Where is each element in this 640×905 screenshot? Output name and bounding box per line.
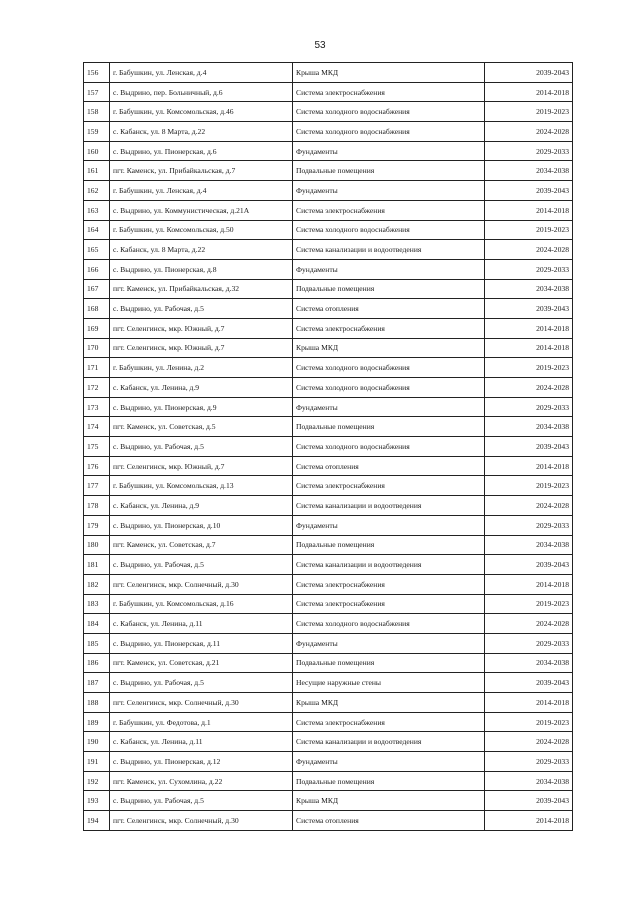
table-row	[84, 82, 573, 102]
repair-period-cell: 2014-2018	[485, 200, 573, 220]
repair-period-cell: 2039-2043	[485, 63, 573, 83]
building-system-cell: Система холодного водоснабжения	[293, 437, 485, 457]
table-row	[84, 318, 573, 338]
address-cell: пгт. Селенгинск, мкр. Южный, д.7	[110, 338, 293, 358]
address-cell: с. Выдрино, ул. Рабочая, д.5	[110, 555, 293, 575]
address-cell: пгт. Селенгинск, мкр. Солнечный, д.30	[110, 811, 293, 831]
building-system-cell: Крыша МКД	[293, 63, 485, 83]
row-number-cell: 182	[84, 574, 110, 594]
row-number-cell: 170	[84, 338, 110, 358]
building-system-cell: Система отопления	[293, 456, 485, 476]
row-number-cell: 179	[84, 515, 110, 535]
building-system-cell: Подвальные помещения	[293, 161, 485, 181]
address-cell: г. Бабушкин, ул. Ленина, д.2	[110, 358, 293, 378]
address-cell: с. Выдрино, пер. Больничный, д.6	[110, 82, 293, 102]
building-system-cell: Система канализации и водоотведения	[293, 496, 485, 516]
row-number-cell: 160	[84, 141, 110, 161]
repair-period-cell: 2029-2033	[485, 752, 573, 772]
building-system-cell: Фундаменты	[293, 181, 485, 201]
repair-period-cell: 2034-2038	[485, 417, 573, 437]
table-row	[84, 712, 573, 732]
table-row	[84, 752, 573, 772]
address-cell: пгт. Каменск, ул. Советская, д.5	[110, 417, 293, 437]
repair-period-cell: 2034-2038	[485, 279, 573, 299]
row-number-cell: 169	[84, 318, 110, 338]
building-system-cell: Система отопления	[293, 299, 485, 319]
table-row	[84, 456, 573, 476]
address-cell: с. Кабанск, ул. Ленина, д.11	[110, 732, 293, 752]
address-cell: с. Выдрино, ул. Пионерская, д.6	[110, 141, 293, 161]
address-cell: пгт. Каменск, ул. Прибайкальская, д.7	[110, 161, 293, 181]
building-system-cell: Крыша МКД	[293, 791, 485, 811]
address-cell: пгт. Каменск, ул. Советская, д.7	[110, 535, 293, 555]
repair-period-cell: 2024-2028	[485, 122, 573, 142]
building-system-cell: Фундаменты	[293, 259, 485, 279]
repair-period-cell: 2019-2023	[485, 594, 573, 614]
repair-period-cell: 2034-2038	[485, 161, 573, 181]
repair-period-cell: 2014-2018	[485, 318, 573, 338]
table-row	[84, 771, 573, 791]
building-system-cell: Фундаменты	[293, 633, 485, 653]
building-system-cell: Система электроснабжения	[293, 594, 485, 614]
repair-period-cell: 2019-2023	[485, 220, 573, 240]
building-system-cell: Крыша МКД	[293, 693, 485, 713]
table-row	[84, 417, 573, 437]
row-number-cell: 189	[84, 712, 110, 732]
row-number-cell: 184	[84, 614, 110, 634]
building-system-cell: Система холодного водоснабжения	[293, 358, 485, 378]
building-system-cell: Фундаменты	[293, 752, 485, 772]
row-number-cell: 176	[84, 456, 110, 476]
building-system-cell: Подвальные помещения	[293, 535, 485, 555]
address-cell: г. Бабушкин, ул. Ленская, д.4	[110, 181, 293, 201]
row-number-cell: 162	[84, 181, 110, 201]
building-system-cell: Подвальные помещения	[293, 279, 485, 299]
row-number-cell: 192	[84, 771, 110, 791]
table-row	[84, 535, 573, 555]
building-system-cell: Подвальные помещения	[293, 771, 485, 791]
table-row	[84, 791, 573, 811]
row-number-cell: 186	[84, 653, 110, 673]
table-row	[84, 693, 573, 713]
row-number-cell: 191	[84, 752, 110, 772]
address-cell: г. Бабушкин, ул. Ленская, д.4	[110, 63, 293, 83]
table-row	[84, 673, 573, 693]
table-row	[84, 633, 573, 653]
table-row	[84, 279, 573, 299]
row-number-cell: 193	[84, 791, 110, 811]
repair-period-cell: 2034-2038	[485, 771, 573, 791]
repair-period-cell: 2024-2028	[485, 240, 573, 260]
row-number-cell: 194	[84, 811, 110, 831]
repair-period-cell: 2034-2038	[485, 653, 573, 673]
table-row	[84, 220, 573, 240]
row-number-cell: 181	[84, 555, 110, 575]
repair-period-cell: 2034-2038	[485, 535, 573, 555]
building-system-cell: Система холодного водоснабжения	[293, 614, 485, 634]
building-system-cell: Система холодного водоснабжения	[293, 122, 485, 142]
repair-period-cell: 2014-2018	[485, 338, 573, 358]
row-number-cell: 173	[84, 397, 110, 417]
table-row	[84, 358, 573, 378]
repair-period-cell: 2019-2023	[485, 358, 573, 378]
table-row	[84, 437, 573, 457]
row-number-cell: 171	[84, 358, 110, 378]
table-row	[84, 299, 573, 319]
table-row	[84, 181, 573, 201]
table-row	[84, 240, 573, 260]
row-number-cell: 164	[84, 220, 110, 240]
table-row	[84, 555, 573, 575]
row-number-cell: 177	[84, 476, 110, 496]
building-system-cell: Несущие наружные стены	[293, 673, 485, 693]
address-cell: с. Выдрино, ул. Рабочая, д.5	[110, 299, 293, 319]
repair-period-cell: 2019-2023	[485, 102, 573, 122]
address-cell: г. Бабушкин, ул. Комсомольская, д.50	[110, 220, 293, 240]
building-system-cell: Фундаменты	[293, 141, 485, 161]
building-system-cell: Система холодного водоснабжения	[293, 220, 485, 240]
address-cell: пгт. Селенгинск, мкр. Солнечный, д.30	[110, 574, 293, 594]
building-system-cell: Система отопления	[293, 811, 485, 831]
repair-period-cell: 2039-2043	[485, 181, 573, 201]
building-system-cell: Система холодного водоснабжения	[293, 378, 485, 398]
address-cell: г. Бабушкин, ул. Комсомольская, д.13	[110, 476, 293, 496]
address-cell: с. Выдрино, ул. Рабочая, д.5	[110, 437, 293, 457]
repair-period-cell: 2039-2043	[485, 673, 573, 693]
building-system-cell: Подвальные помещения	[293, 417, 485, 437]
row-number-cell: 180	[84, 535, 110, 555]
table-row	[84, 102, 573, 122]
repair-period-cell: 2024-2028	[485, 614, 573, 634]
table-row	[84, 653, 573, 673]
address-cell: с. Выдрино, ул. Коммунистическая, д.21А	[110, 200, 293, 220]
row-number-cell: 156	[84, 63, 110, 83]
row-number-cell: 165	[84, 240, 110, 260]
address-cell: пгт. Каменск, ул. Сухомлина, д.22	[110, 771, 293, 791]
address-cell: с. Кабанск, ул. Ленина, д.9	[110, 378, 293, 398]
row-number-cell: 163	[84, 200, 110, 220]
row-number-cell: 158	[84, 102, 110, 122]
row-number-cell: 159	[84, 122, 110, 142]
row-number-cell: 167	[84, 279, 110, 299]
address-cell: с. Кабанск, ул. 8 Марта, д.22	[110, 122, 293, 142]
building-system-cell: Система канализации и водоотведения	[293, 555, 485, 575]
repair-period-cell: 2024-2028	[485, 732, 573, 752]
address-cell: с. Выдрино, ул. Рабочая, д.5	[110, 791, 293, 811]
table-row	[84, 476, 573, 496]
repair-period-cell: 2014-2018	[485, 693, 573, 713]
row-number-cell: 178	[84, 496, 110, 516]
repair-period-cell: 2029-2033	[485, 515, 573, 535]
repair-period-cell: 2014-2018	[485, 811, 573, 831]
building-system-cell: Фундаменты	[293, 397, 485, 417]
row-number-cell: 175	[84, 437, 110, 457]
address-cell: с. Выдрино, ул. Пионерская, д.11	[110, 633, 293, 653]
table-row	[84, 811, 573, 831]
repair-period-cell: 2024-2028	[485, 496, 573, 516]
repair-period-cell: 2019-2023	[485, 712, 573, 732]
building-system-cell: Крыша МКД	[293, 338, 485, 358]
repair-period-cell: 2014-2018	[485, 456, 573, 476]
address-cell: г. Бабушкин, ул. Федотова, д.1	[110, 712, 293, 732]
repair-period-cell: 2014-2018	[485, 82, 573, 102]
table-row	[84, 574, 573, 594]
building-system-cell: Фундаменты	[293, 515, 485, 535]
repair-period-cell: 2029-2033	[485, 141, 573, 161]
row-number-cell: 183	[84, 594, 110, 614]
row-number-cell: 188	[84, 693, 110, 713]
repair-period-cell: 2039-2043	[485, 791, 573, 811]
building-system-cell: Система канализации и водоотведения	[293, 240, 485, 260]
table-row	[84, 141, 573, 161]
row-number-cell: 185	[84, 633, 110, 653]
table-row	[84, 378, 573, 398]
building-system-cell: Система электроснабжения	[293, 574, 485, 594]
page-number: 53	[314, 40, 326, 51]
table-row	[84, 259, 573, 279]
address-cell: г. Бабушкин, ул. Комсомольская, д.16	[110, 594, 293, 614]
table-row	[84, 122, 573, 142]
table-row	[84, 515, 573, 535]
address-cell: пгт. Селенгинск, мкр. Южный, д.7	[110, 318, 293, 338]
repair-period-cell: 2019-2023	[485, 476, 573, 496]
row-number-cell: 161	[84, 161, 110, 181]
address-cell: пгт. Селенгинск, мкр. Южный, д.7	[110, 456, 293, 476]
address-cell: пгт. Каменск, ул. Советская, д.21	[110, 653, 293, 673]
address-cell: с. Кабанск, ул. 8 Марта, д.22	[110, 240, 293, 260]
repair-period-cell: 2014-2018	[485, 574, 573, 594]
table-row	[84, 594, 573, 614]
building-system-cell: Система электроснабжения	[293, 200, 485, 220]
address-cell: с. Выдрино, ул. Пионерская, д.10	[110, 515, 293, 535]
row-number-cell: 172	[84, 378, 110, 398]
repair-period-cell: 2039-2043	[485, 555, 573, 575]
repair-period-cell: 2029-2033	[485, 633, 573, 653]
building-system-cell: Система холодного водоснабжения	[293, 102, 485, 122]
row-number-cell: 174	[84, 417, 110, 437]
repair-period-cell: 2029-2033	[485, 259, 573, 279]
repair-period-cell: 2039-2043	[485, 299, 573, 319]
address-cell: пгт. Селенгинск, мкр. Солнечный, д.30	[110, 693, 293, 713]
table-row	[84, 161, 573, 181]
address-cell: г. Бабушкин, ул. Комсомольская, д.46	[110, 102, 293, 122]
table-body	[84, 63, 573, 831]
table-row	[84, 397, 573, 417]
row-number-cell: 187	[84, 673, 110, 693]
address-cell: пгт. Каменск, ул. Прибайкальская, д.32	[110, 279, 293, 299]
address-cell: с. Выдрино, ул. Пионерская, д.12	[110, 752, 293, 772]
building-system-cell: Система электроснабжения	[293, 82, 485, 102]
row-number-cell: 166	[84, 259, 110, 279]
row-number-cell: 190	[84, 732, 110, 752]
row-number-cell: 157	[84, 82, 110, 102]
building-system-cell: Система канализации и водоотведения	[293, 732, 485, 752]
row-number-cell: 168	[84, 299, 110, 319]
table-row	[84, 338, 573, 358]
repair-period-cell: 2039-2043	[485, 437, 573, 457]
repair-period-cell: 2024-2028	[485, 378, 573, 398]
address-cell: с. Кабанск, ул. Ленина, д.9	[110, 496, 293, 516]
table-row	[84, 614, 573, 634]
table-row	[84, 732, 573, 752]
address-cell: с. Выдрино, ул. Пионерская, д.8	[110, 259, 293, 279]
building-system-cell: Подвальные помещения	[293, 653, 485, 673]
table-row	[84, 496, 573, 516]
repair-schedule-table	[83, 62, 573, 831]
address-cell: с. Выдрино, ул. Пионерская, д.9	[110, 397, 293, 417]
repair-period-cell: 2029-2033	[485, 397, 573, 417]
building-system-cell: Система электроснабжения	[293, 476, 485, 496]
building-system-cell: Система электроснабжения	[293, 318, 485, 338]
table-row	[84, 200, 573, 220]
address-cell: с. Выдрино, ул. Рабочая, д.5	[110, 673, 293, 693]
address-cell: с. Кабанск, ул. Ленина, д.11	[110, 614, 293, 634]
building-system-cell: Система электроснабжения	[293, 712, 485, 732]
table-row	[84, 63, 573, 83]
